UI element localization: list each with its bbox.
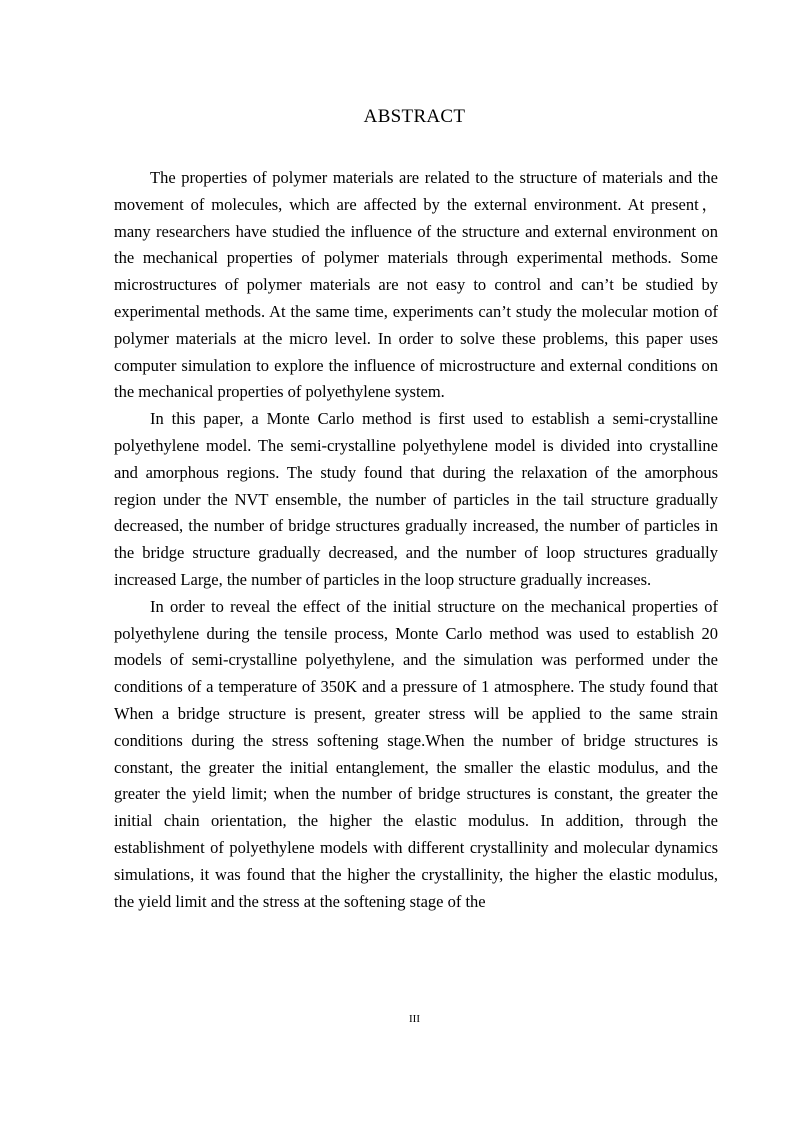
page-number: III bbox=[409, 1013, 420, 1025]
page-title: ABSTRACT bbox=[363, 106, 466, 127]
abstract-paragraph-2: In this paper, a Monte Carlo method is first used to establish a semi-crystalline polyethylene model. The semi-crystalline polyethylene model is divided into crystalline and amorphous regions. The study found that during the relaxation of the amorphous region under the NVT ensemble, the number of particles in the tail structure gradually decreased, the number of bridge structures gradually increased, the number of particles in the bridge structure gradually decreased, and the number of loop structures gradually increased Large, the number of particles in the loop structure gradually increases. bbox=[114, 409, 718, 589]
abstract-body bbox=[114, 165, 718, 915]
abstract-paragraph-1: The properties of polymer materials are related to the structure of materials and the movement of molecules, which are affected by the external environment. At present， many researchers have studied the influence of the structure and external environment on the mechanical properties of polymer materials through experimental methods. Some microstructures of polymer materials are not easy to control and can’t be studied by experimental methods. At the same time, experiments can’t study the molecular motion of polymer materials at the micro level. In order to solve these problems, this paper uses computer simulation to explore the influence of microstructure and external conditions on the mechanical properties of polyethylene system. bbox=[114, 168, 718, 402]
abstract-paragraph-3: In order to reveal the effect of the initial structure on the mechanical properties of polyethylene during the tensile process, Monte Carlo method was used to establish 20 models of semi-crystalline polyethylene, and the simulation was performed under the conditions of a temperature of 350K and a pressure of 1 atmosphere. The study found that When a bridge structure is present, greater stress will be applied to the same strain conditions during the stress softening stage.When the number of bridge structures is constant, the greater the initial entanglement, the smaller the elastic modulus, and the greater the yield limit; when the number of bridge structures is constant, the greater the initial chain orientation, the higher the elastic modulus. In addition, through the establishment of polyethylene models with different crystallinity and molecular dynamics simulations, it was found that the higher the crystallinity, the higher the elastic modulus, the yield limit and the stress at the softening stage of the bbox=[114, 596, 718, 911]
